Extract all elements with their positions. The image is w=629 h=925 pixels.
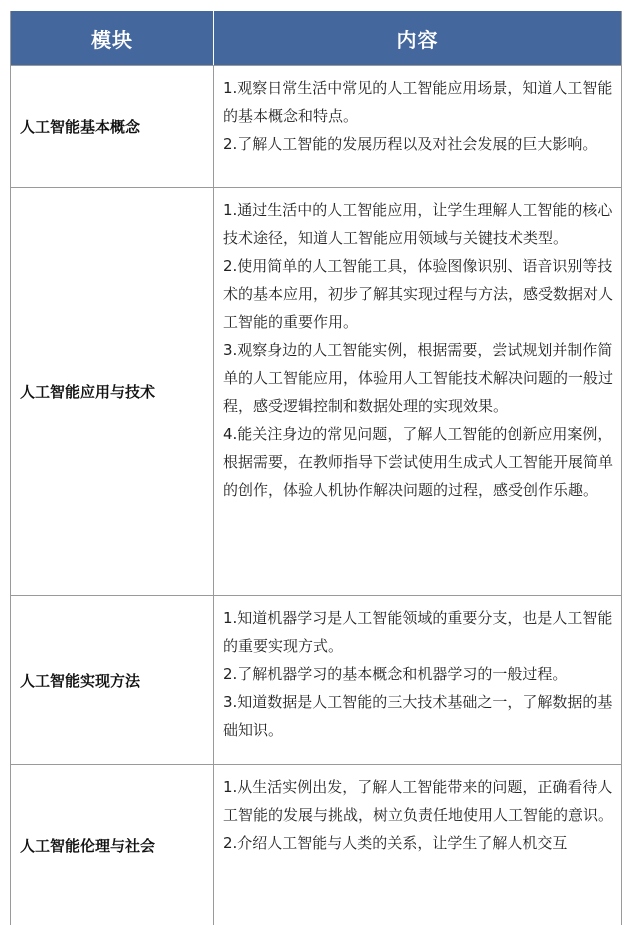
content-item: 1.知道机器学习是人工智能领域的重要分支，也是人工智能的重要实现方式。	[223, 609, 613, 655]
table-header	[11, 11, 621, 65]
table-row	[11, 595, 621, 764]
content-item: 2.了解人工智能的发展历程以及对社会发展的巨大影响。	[223, 135, 598, 153]
content-item: 4.能关注身边的常见问题，了解人工智能的创新应用案例，根据需要，在教师指导下尝试使用生成式人工智能开展简单的创作，体验人机协作解决问题的过程，感受创作乐趣。	[223, 425, 614, 499]
content-item: 1.观察日常生活中常见的人工智能应用场景，知道人工智能的基本概念和特点。	[223, 79, 613, 125]
curriculum-table	[10, 11, 622, 925]
module-cell: 人工智能基本概念	[20, 118, 141, 136]
content-item: 1.通过生活中的人工智能应用，让学生理解人工智能的核心技术途径，知道人工智能应用领域与关键技术类型。	[223, 201, 613, 247]
module-cell: 人工智能伦理与社会	[20, 836, 156, 855]
content-item: 2.了解机器学习的基本概念和机器学习的一般过程。	[223, 665, 568, 683]
content-cell	[213, 596, 621, 764]
content-item: 2.使用简单的人工智能工具，体验图像识别、语音识别等技术的基本应用，初步了解其实现过程与方法，感受数据对人工智能的重要作用。	[223, 257, 614, 331]
module-cell: 人工智能应用与技术	[20, 383, 156, 401]
content-item: 3.观察身边的人工智能实例，根据需要，尝试规划并制作简单的人工智能应用，体验用人工智能技术解决问题的一般过程，感受逻辑控制和数据处理的实现效果。	[223, 341, 614, 415]
table-row	[11, 764, 621, 925]
content-item: 2.介绍人工智能与人类的关系，让学生了解人机交互	[223, 834, 568, 852]
content-cell	[213, 765, 621, 925]
content-cell	[213, 66, 621, 187]
header-module: 模块	[91, 27, 133, 52]
header-content: 内容	[213, 11, 621, 65]
content-item: 3.知道数据是人工智能的三大技术基础之一，了解数据的基础知识。	[223, 693, 613, 739]
content-item: 1.从生活实例出发，了解人工智能带来的问题，正确看待人工智能的发展与挑战，树立负责任地使用人工智能的意识。	[223, 778, 614, 824]
table-row	[11, 65, 621, 187]
content-cell	[213, 188, 621, 595]
table-row	[11, 187, 621, 595]
module-cell: 人工智能实现方法	[20, 671, 141, 690]
